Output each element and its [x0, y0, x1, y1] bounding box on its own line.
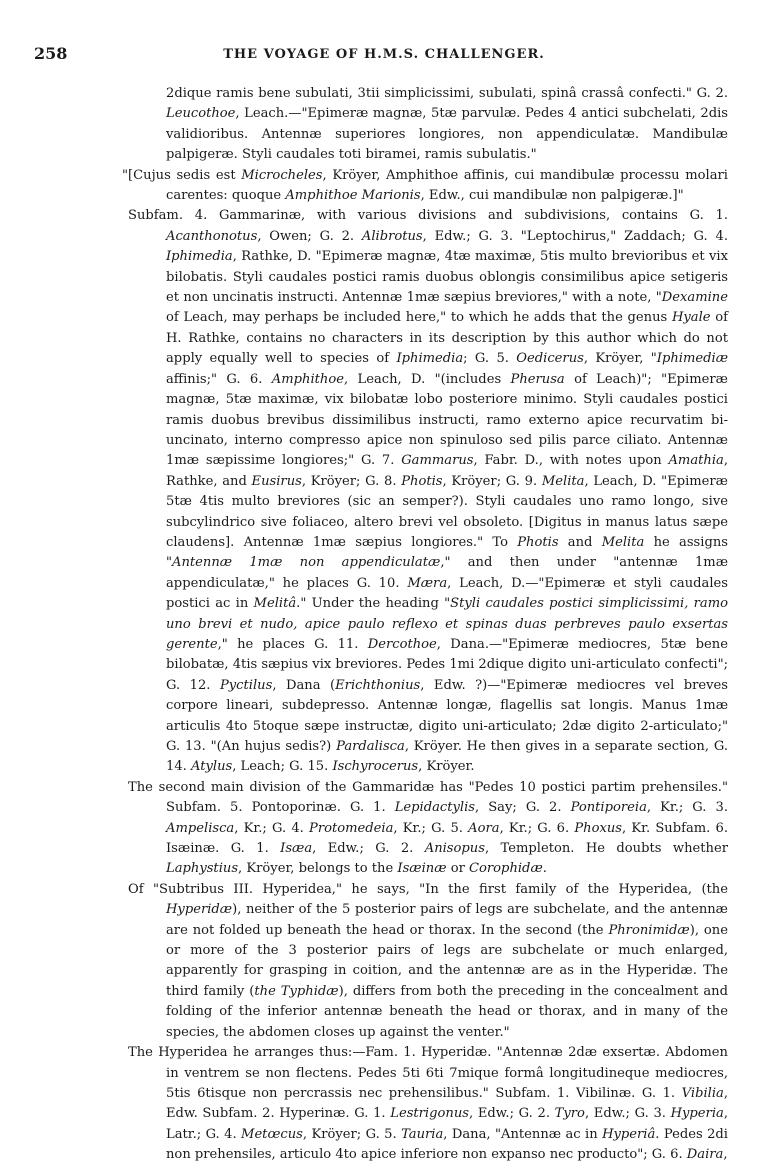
text-run: ), neither of the 5 posterior pairs of legs are subchelate, and the antennæ are not folded up beneath the head or thorax. In the second (the — [166, 902, 728, 938]
text-run: he assigns " — [166, 534, 728, 571]
italic-text: Hyale — [671, 310, 711, 326]
italic-text: Protomedeia — [309, 820, 394, 836]
italic-text: Gammarus — [401, 453, 474, 469]
text-run: , Kr. Subfam. 6. Isæinæ. G. 1. — [166, 820, 729, 857]
text-run: , Kr.; G. 4. — [234, 820, 310, 836]
italic-text: Phronimidæ — [608, 922, 690, 938]
text-run: , Kröyer; G. 9. — [442, 473, 542, 489]
text-run: , Templeton. He doubts whether — [484, 841, 728, 857]
text-run: , Leach, D. "Epimeræ 5tæ 4tis multo breviores (sic an semper?). Styli caudales uno ramo longo, sive subcylindrico sive foliaceo, altero brevi vel obsoleto. [Digitus in manus latus sæpe claudens]. Antennæ 1mæ sæpius longiores." To — [166, 473, 728, 550]
italic-text: Phoxus — [574, 820, 623, 836]
text-run: 2dique ramis bene subulati, 3tii simplicissimi, subulati, spinâ crassâ confecti." G. 2. — [166, 86, 728, 101]
text-run: , Dana.—"Epimeræ mediocres, 5tæ bene bilobatæ, 4tis sæpius vix breviores. Pedes 1mi 2dique digito uni-articulato confecti"; G. 12. — [166, 636, 729, 693]
italic-text: Eusirus — [251, 473, 302, 489]
italic-text: Melita — [541, 473, 585, 489]
text-run: , Dana ( — [272, 677, 336, 693]
paragraph — [128, 84, 728, 166]
page-number: 258 — [34, 44, 68, 63]
italic-text: Daira — [686, 1147, 724, 1163]
text-run: , Leach, D.—"Epimeræ et styli caudales postici ac in — [166, 575, 728, 612]
italic-text: Pardalisca — [336, 739, 405, 754]
italic-text: Oedicerus — [516, 351, 584, 367]
italic-text: Aora — [468, 820, 500, 836]
text-run: , Kr.; G. 3. — [646, 800, 728, 816]
text-run: , Say; G. 2. — [475, 800, 571, 816]
text-run: , Leach; G. 15. — [232, 759, 333, 775]
text-run: , Edw. Subfam. 2. Hyperinæ. G. 1. — [166, 1085, 728, 1122]
text-run: ." Under the heading " — [296, 596, 451, 612]
body-text — [122, 84, 729, 1166]
italic-text: Hyperidæ — [166, 902, 233, 918]
running-title: THE VOYAGE OF H.M.S. CHALLENGER. — [223, 47, 545, 62]
italic-text: Hyperiâ — [602, 1126, 656, 1142]
text-run: , Edw. ?)—"Epimeræ mediocres vel breves corpore lineari, subdepresso. Antennæ longæ, flagellis sat longis. Manus 1mæ articulis 4to 5toque sæpe instructæ, digito uni-articulato; 2dæ digito 2-articulato;" G. 13. "(An hujus sedis?) — [166, 677, 728, 754]
text-run: , Kröyer. — [418, 759, 475, 775]
italic-text: Ischyrocerus — [332, 759, 419, 775]
text-run: , Edw.; G. 2. — [468, 1106, 555, 1122]
text-run: , Edw.; G. 3. — [584, 1106, 671, 1122]
italic-text: Hyperia — [670, 1106, 724, 1122]
paragraph — [128, 778, 728, 880]
italic-text: Corophidæ — [469, 861, 543, 877]
italic-text: Amathia — [668, 453, 724, 469]
italic-text: Alibrotus — [361, 228, 423, 244]
italic-text: Pyctilus — [219, 677, 273, 693]
italic-text: Iphimediæ — [656, 351, 729, 367]
text-run: The Hyperidea he arranges thus:—Fam. 1. Hyperidæ. "Antennæ 2dæ exsertæ. Abdomen in ventrem se non flectens. Pedes 5ti 6ti 7mique formâ longitudineque mediocres, 5tis 6tisque non percrassis nec prehensilibus." Subfam. 1. Vibilinæ. G. 1. — [128, 1045, 728, 1101]
italic-text: Lepidactylis — [394, 800, 476, 816]
text-run: ," and then under "antennæ 1mæ appendiculatæ," he places G. 10. — [166, 555, 729, 591]
text-run: , — [723, 1147, 728, 1163]
text-run: , Edw.; G. 2. — [312, 841, 425, 857]
italic-text: Mæra — [407, 575, 448, 591]
italic-text: Amphithoe Marionis — [285, 188, 421, 204]
paragraph — [128, 880, 728, 1043]
text-run: , Dana, "Antennæ ac in — [443, 1126, 603, 1142]
italic-text: Microcheles — [241, 167, 323, 183]
italic-text: the Typhidæ — [254, 983, 339, 999]
text-run: . — [542, 861, 547, 877]
text-run: , Leach.—"Epimeræ magnæ, 5tæ parvulæ. Pedes 4 antici subchelati, 2dis validioribus. Antennæ superiores longiores, non appendiculatæ. Mandibulæ palpigeræ. Styli caudales toti biramei, ramis subulatis." — [166, 106, 728, 163]
italic-text: Photis — [517, 534, 559, 550]
italic-text: Melita — [601, 534, 645, 550]
text-run: , Kröyer; G. 8. — [301, 473, 402, 489]
italic-text: Leucothoe — [166, 106, 236, 122]
italic-text: Iphimedia — [396, 351, 464, 367]
italic-text: Dercothoe — [367, 636, 437, 652]
italic-text: Iphimedia — [166, 249, 233, 265]
text-run: , Kr.; G. 6. — [499, 820, 575, 836]
paragraph — [128, 1043, 728, 1165]
italic-text: Amphithoe — [271, 371, 344, 387]
text-run: "[Cujus sedis est — [122, 167, 242, 183]
text-run: and — [558, 534, 602, 550]
text-run: affinis;" G. 6. — [166, 371, 272, 387]
text-run: , Leach, D. "(includes — [344, 371, 511, 387]
italic-text: Atylus — [191, 759, 233, 775]
italic-text: Metœcus — [241, 1126, 303, 1142]
page-header — [34, 44, 734, 64]
italic-text: Styli caudales postici simplicissimi, ramo uno brevi et nudo, apice paulo reflexo et spinas duas perbreves paulo exsertas gerente — [166, 596, 728, 652]
text-run: ; G. 5. — [463, 351, 517, 367]
text-run: , Edw.; G. 3. "Leptochirus," Zaddach; G. 4. — [422, 228, 728, 244]
italic-text: Tyro — [554, 1106, 585, 1122]
italic-text: Antennæ 1mæ non appendiculatæ — [172, 555, 441, 571]
text-run: The second main division of the Gammaridæ has "Pedes 10 postici partim prehensiles." Subfam. 5. Pontoporinæ. G. 1. — [128, 779, 728, 816]
italic-text: Pherusa — [510, 371, 565, 387]
italic-text: Anisopus — [424, 841, 485, 857]
italic-text: Lestrigonus — [390, 1106, 469, 1122]
italic-text: Vibilia — [681, 1085, 724, 1101]
text-run: , Kröyer, belongs to the — [238, 861, 398, 877]
text-run: , Kröyer, Amphithoe affinis, cui mandibulæ processu molari carentes: quoque — [166, 167, 728, 204]
text-run: , Owen; G. 2. — [257, 228, 362, 244]
italic-text: Dexamine — [661, 290, 728, 306]
italic-text: Acanthonotus — [166, 228, 258, 244]
text-run: or — [446, 861, 470, 877]
text-run: , Rathke, D. "Epimeræ magnæ, 4tæ maximæ, 5tis multo brevioribus et vix bilobatis. Styli caudales postici ramis duobus oblongis consimilibus apice setigeris et non uncinatis instructi. Antennæ 1mæ sæpius breviores," with a note, " — [166, 249, 728, 306]
italic-text: Laphystius — [166, 861, 239, 877]
italic-text: Pontiporeia — [570, 800, 647, 816]
text-run: of Leach)"; "Epimeræ magnæ, 5tæ maximæ, vix bilobatæ lobo posteriore minimo. Styli caudales postici ramis duobus brevibus dissimilibus instructi, ramo externo apice recurvatim bi-uncinato, interno compresso apice non spinuloso sed pilis parce ciliato. Antennæ 1mæ sæpissime longiores;" G. 7. — [166, 371, 728, 469]
text-run: , Kröyer; G. 5. — [302, 1126, 402, 1142]
italic-text: Erichthonius — [335, 677, 421, 693]
italic-text: Ampelisca — [166, 820, 235, 836]
text-run: , Edw., cui mandibulæ non palpigeræ.]" — [420, 188, 684, 204]
text-run: of Leach, may perhaps be included here," to which he adds that the genus — [166, 310, 672, 326]
text-run: , Kröyer. He then gives in a separate section, G. 14. — [166, 739, 728, 775]
text-run: , Latr.; G. 4. — [166, 1106, 728, 1142]
italic-text: Isæa — [280, 841, 313, 857]
text-run: Subfam. 4. Gammarinæ, with various divisions and subdivisions, contains G. 1. — [128, 208, 728, 224]
italic-text: Photis — [401, 473, 443, 489]
text-run: Of "Subtribus III. Hyperidea," he says, "In the first family of the Hyperidea, (the — [128, 881, 728, 897]
italic-text: Tauria — [401, 1126, 444, 1142]
text-run: ), differs from both the preceding in the concealment and folding of the inferior antennæ beneath the head or thorax, and in many of the species, the abdomen closes up against the venter." — [166, 983, 728, 1040]
text-run: , Kröyer, " — [583, 351, 657, 367]
text-run: ), one or more of the 3 posterior pairs of legs are subchelate or much enlarged, apparently for grasping in coition, and the antennæ are as in the Hyperidæ. The third family ( — [166, 922, 728, 999]
italic-text: Isæinæ — [397, 861, 447, 877]
text-run: , Kr.; G. 5. — [393, 820, 469, 836]
italic-text: Melitâ — [253, 596, 297, 612]
text-run: of H. Rathke, contains no characters in its description by this author which do not apply equally well to species of — [166, 310, 728, 367]
text-run: , Rathke, and — [166, 453, 728, 489]
text-run: . Pedes 2di non prehensiles, articulo 4to apice inferiore non expanso nec producto"; G. 6. — [166, 1126, 728, 1163]
text-run: ," he places G. 11. — [217, 636, 368, 652]
paragraph — [128, 206, 728, 777]
text-run: , Fabr. D., with notes upon — [473, 453, 669, 469]
paragraph — [122, 166, 728, 207]
